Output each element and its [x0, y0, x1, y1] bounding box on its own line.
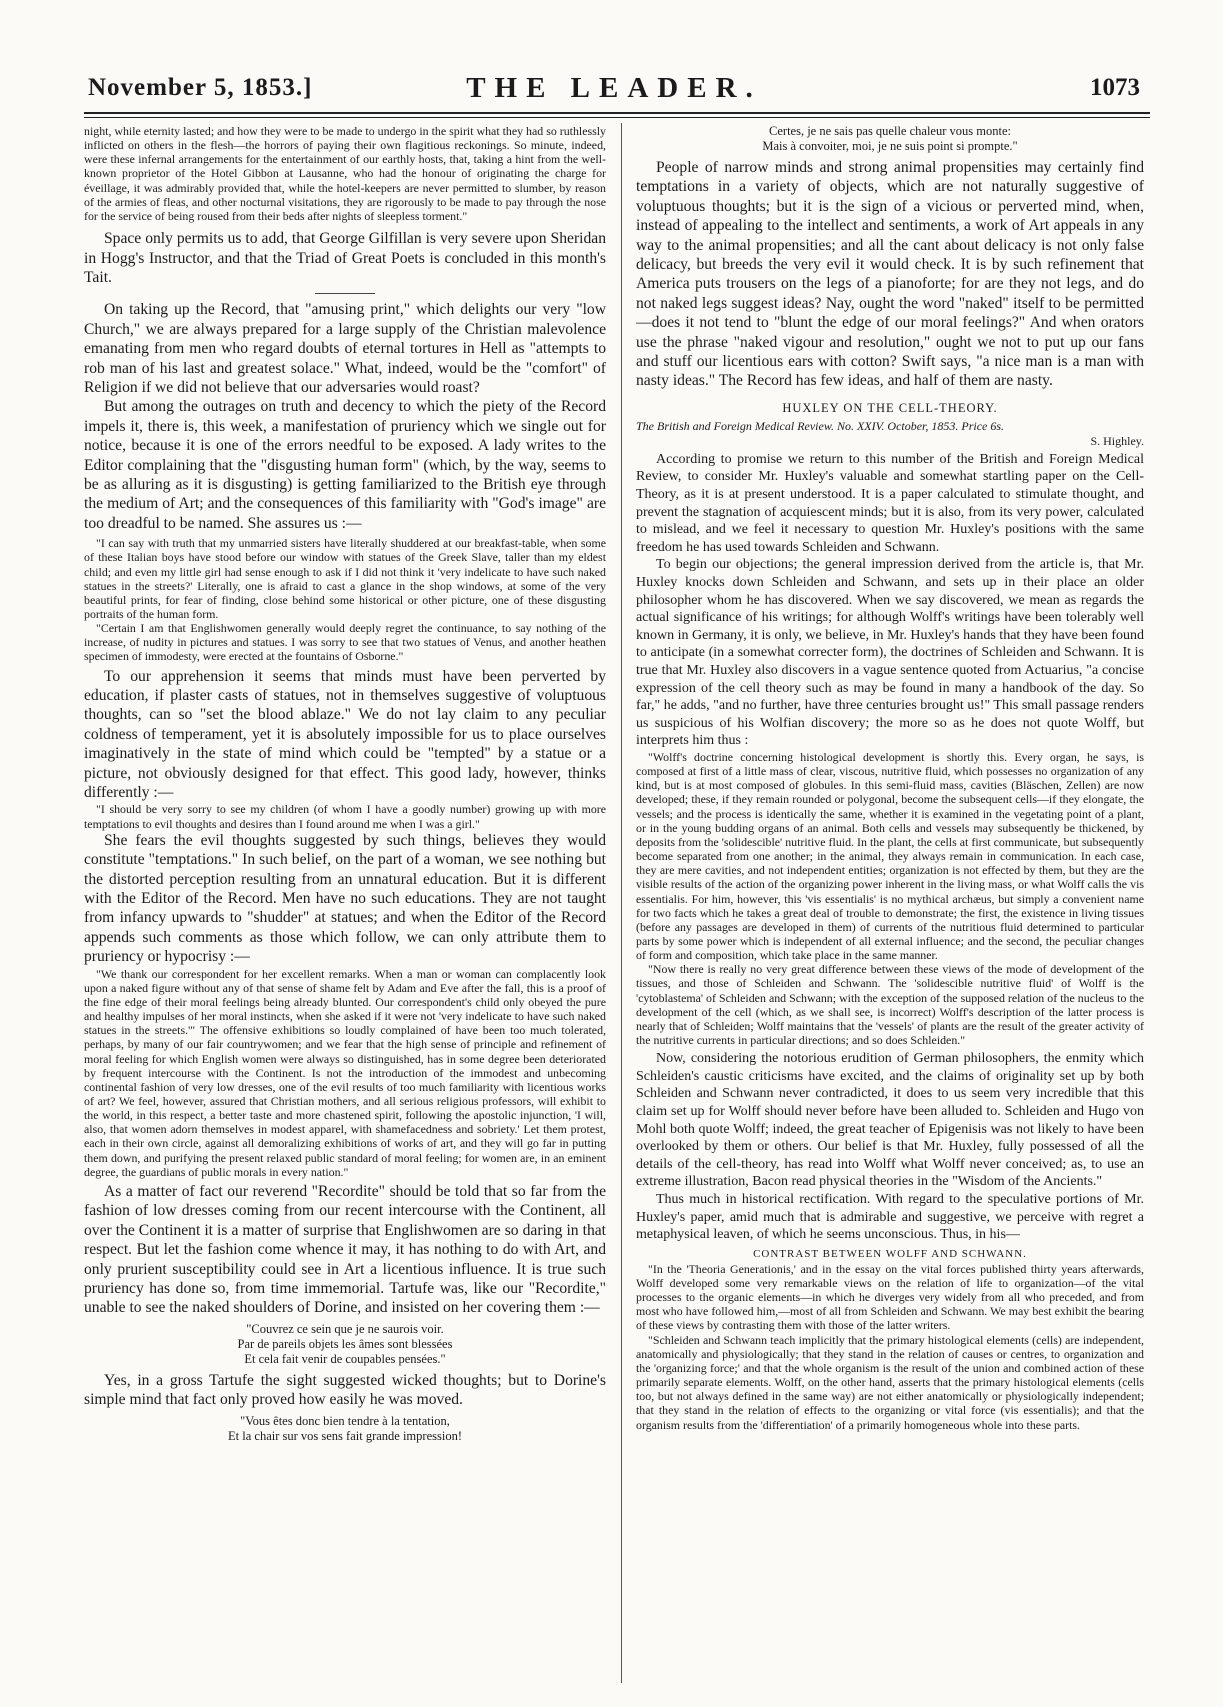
section-separator [315, 293, 375, 294]
block-quote: "We thank our correspondent for her excellent remarks. When a man or woman can complacently look upon a naked figure without any of that sense of shame felt by Adam and Eve after the fall, this is a proof of the fine edge of their moral feelings being already blunted. Our correspondent's child only obeyed the pure and healthy impulses of her moral instincts, when she asked if it were not 'very indelicate to have such naked statues in the streets.'" The offensive exhibitions so loudly complained of have been too much tolerated, perhaps, by many of our fair countrywomen; and we fear that the high sense of principle and refinement of moral feeling for which English women were always so distinguished, has in some degree been deteriorated by frequent intercourse with the Continent. Is not the introduction of the immodest and unbecoming continental fashion of very low dresses, one of the evil results of too much familiarity with licentious works of art? We feel, however, assured that Christian mothers, and all serious religious professors, will exhibit to the world, in this respect, a better taste and more chastened spirit, following the apostolic injunction, 'I will, also, that women adorn themselves in modest apparel, with shamefacedness and sobriety.' Let them protest, each in their own circle, against all demoralizing exhibitions of works of art, and they will go far in putting them down, and purifying the present relaxed public standard of moral feeling; for women are, in an eminent degree, the guardians of public morals in every nation." [84, 966, 606, 1179]
section-subheading: CONTRAST BETWEEN WOLFF AND SCHWANN. [753, 1247, 1027, 1260]
verse-line: "Couvrez ce sein que je ne saurois voir. [246, 1321, 444, 1336]
verse-line: Et cela fait venir de coupables pensées." [244, 1351, 446, 1366]
block-quote: "Schleiden and Schwann teach implicitly that the primary histological elements (cells) are independent, anatomically and physiologically; that they stand in the relation of causes or centres, to organization and the 'organizing force;' and that the whole organism is the result of the union and combined action of these primarily separate elements. Wolff, on the other hand, asserts that the primary histological elements (cells too, but not always defined in the same way) are not either anatomically or physiologically independent; that they stand in the relation of effects to the organizing or vital force (vis essentialis); and that the organism results from the 'differentiation' of a primarily homogeneous whole into these parts. [636, 1332, 1144, 1432]
verse-quote [84, 1414, 606, 1444]
paragraph: Now, considering the notorious erudition of German philosophers, the enmity which Schleiden's caustic criticisms have excited, and the claims of originality set up by both Schleiden and Schwann never contradicted, it does to us seem very incredible that this claim set up for Wolff should never before have been alluded to. Schleiden and Hugo von Mohl both quote Wolff; indeed, the great teacher of Epigenisis was not likely to have been overlooked by them or others. Our belief is that Mr. Huxley, fully possessed of all the details of the cell-theory, has read into Wolff what Wolff never conceived; as, to use an extreme illustration, Bacon read physical theories in the "Wisdom of the Ancients." [636, 1051, 1144, 1190]
paragraph: To our apprehension it seems that minds must have been perverted by education, if plaster casts of statues, not in themselves suggestive of voluptuous thoughts, can so "set the blood ablaze." We do not lay claim to any peculiar coldness of temperament, yet it is absolutely impossible for us to place ourselves imaginatively in the state of mind which could be "tempted" by a statue or a picture, not obviously designed for that effect. This good lady, however, thinks differently :— [84, 667, 606, 802]
block-quote: "I can say with truth that my unmarried sisters have literally shuddered at our breakfast-table, when some of these Italian boys have stood before our window with statues of the Greek Slave, taller than my eldest child; and even my little girl had sense enough to ask if I did not think it 'very indelicate to have such naked statues in the streets?' Literally, one is afraid to cast a glance in the shop windows, at some of the very beautiful prints, for fear of finding, close behind some historical or other picture, one of these disgusting portraits of the human form. [84, 536, 606, 621]
paragraph: Space only permits us to add, that George Gilfillan is very severe upon Sheridan in Hogg's Instructor, and that the Triad of Great Poets is concluded in this month's Tait. [84, 230, 606, 286]
paragraph: People of narrow minds and strong animal propensities may certainly find temptations in a variety of objects, which are not naturally suggestive of voluptuous thoughts; but it is the sign of a vicious or perverted mind, when, instead of appealing to the intellect and sentiments, a work of Art appeals in any way to the animal propensities; and all the cant about delicacy is not only false delicacy, but breeds the very evil it would check. It is by such refinement that America puts trousers on the legs of a pianoforte; for are they not legs, and do not naked legs suggest ideas? Nay, ought the word "naked" itself to be permitted—does it not tend to "blunt the edge of our moral feelings?" And when orators use the phrase "naked vigour and resolution," ought we not to put up our fans and stuff our licentious ears with cotton? Swift says, "a nice man is a man with nasty ideas." The Record has few ideas, and half of them are nasty. [636, 159, 1144, 390]
paragraph: To begin our objections; the general impression derived from the article is, that Mr. Huxley knocks down Schleiden and Schwann, and sets up in their place an older philosopher whom he has discovered. When we say discovered, we mean as regards the actual significance of his writings; for although Wolff's writings have been tolerably well known in Germany, it is only, we believe, in Mr. Huxley's hands that they have been found to anticipate (in a somewhat correcter form), the doctrines of Schleiden and Schwann. It is true that Mr. Huxley also discovers in a vague sentence quoted from Actuarius, "a concise expression of the cell theory such as may be found in many a handbook of the day. So far," he adds, "and no further, have three centuries brought us!" This small passage renders us suspicious of his Wolfian discovery; the more so as he does not quote Wolff, but interprets him thus : [636, 557, 1144, 749]
paragraph: Yes, in a gross Tartufe the sight suggested wicked thoughts; but to Dorine's simple mind that fact only proved how easily he was moved. [84, 1371, 606, 1409]
page-number: 1073 [1090, 74, 1140, 101]
block-quote: "Wolff's doctrine concerning histological development is shortly this. Every organ, he says, is composed at first of a little mass of clear, viscous, nutritive fluid, which possesses no organization of any kind, but is at most composed of globules. In this semi-fluid mass, cavities (Bläschen, Zellen) are now developed; these, if they remain rounded or polygonal, become the subsequent cells—if they elongate, the vessels; and the process is identically the same, whether it is examined in the vegetating point of a plant, or in the young budding organs of an animal. Both cells and vessels may subsequently be thickened, by deposits from the 'solidescible' nutritive fluid. In the plant, the cells at first communicate, but subsequently become separated from one another; in the animal, they always remain in communication. In each case, they are mere cavities, and not independent entities; organization is not effected by them, but they are the visible results of the action of the organizing power inherent in the living mass, or what Wolff calls the vis essentialis. For him, however, this 'vis essentialis' is no mythical archæus, but simply a convenient name for two facts which he takes a great deal of trouble to demonstrate; the first, the existence in living tissues (before any passages are developed in them) of currents of the nutritious fluid determined to particular parts by some power which is independent of all external influence; and the second, the peculiar changes of form and composition, which take place in the same manner. [636, 749, 1144, 963]
verse-quote [636, 124, 1144, 154]
block-quote: "Certain I am that Englishwomen generally would deeply regret the continuance, to say nothing of the increase, of nudity in pictures and statues. I was sorry to see that two statues of Venus, and another heathen specimen of immodesty, were erected at the fountains of Osborne." [84, 621, 606, 664]
verse-line: Par de pareils objets les âmes sont blessées [237, 1336, 453, 1351]
verse-line: Certes, je ne sais pas quelle chaleur vous monte: [769, 124, 1011, 138]
paragraph: She fears the evil thoughts suggested by such things, believes they would constitute "temptations." In such belief, on the part of a woman, we see nothing but the distorted perception resulting from an unnatural education. But it is different with the Editor of the Record. Men have no such educations. They are not taught from infancy upwards to "shudder" at statues; and when the Editor of the Record appends such comments as those which follow, we can only attribute them to pruriency or hypocrisy :— [84, 831, 606, 966]
verse-line: "Vous êtes donc bien tendre à la tentation, [240, 1413, 450, 1428]
newspaper-title: THE LEADER. [466, 72, 762, 104]
verse-line: Et la chair sur vos sens fait grande impression! [228, 1428, 462, 1443]
paragraph: Thus much in historical rectification. With regard to the speculative portions of Mr. Huxley's paper, amid much that is admirable and suggestive, we perceive with regret a metaphysical leaven, of which he seems unconscious. Thus, in his— [636, 1192, 1144, 1243]
paragraph: night, while eternity lasted; and how they were to be made to undergo in the spirit what they had so ruthlessly inflicted on others in the flesh—the horrors of paying their own flagitious reckonings. So minute, indeed, were these infernal arrangements for the entertainment of our earthly hosts, that, taking a hint from the well-known proprietor of the Hotel Gibbon at Lausanne, who had the honour of originating the charge for éveillage, it was admirably provided that, while the hotel-keepers are never permitted to slumber, by reason of the armies of fleas, and other nocturnal visitations, they are rigorously to be made to pay through the nose for the service of being roused from their beds after nights of sleepless torment." [84, 124, 606, 223]
verse-quote [84, 1322, 606, 1367]
block-quote: "In the 'Theoria Generationis,' and in the essay on the vital forces published thirty years afterwards, Wolff developed some very remarkable views on the relation of life to organization—of the vital processes to the organic elements—in which he diverges very widely from all who preceded, and from most who have followed him,—most of all from Schleiden and Schwann. We may best exhibit the bearing of these views by contrasting them with those of the latter writers. [636, 1261, 1144, 1333]
paragraph: But among the outrages on truth and decency to which the piety of the Record impels it, there is, this week, a manifestation of pruriency which we single out for notice, because it is one of the errors needful to be exposed. A lady writes to the Editor complaining that the "disgusting human form" (which, by the way, seems to be as alluring as it is disgusting) is getting familiarized to the British eye through the medium of Art; and the consequences of this familiarity with "God's image" are too dreadful to be named. She assures us :— [84, 398, 606, 532]
header-rule [84, 112, 1150, 114]
issue-date: November 5, 1853.] [88, 74, 313, 101]
right-column [636, 124, 1144, 1694]
block-quote: "I should be very sorry to see my children (of whom I have a goodly number) growing up with more temptations to evil thoughts and desires than I found around me when I was a girl." [84, 802, 606, 831]
paragraph: According to promise we return to this number of the British and Foreign Medical Review, to consider Mr. Huxley's valuable and somewhat startling paper on the Cell-Theory, as it is at present understood. It is a paper calculated to stimulate thought, and prevent the stagnation of acquiescent minds; but it is also, from its very power, calculated to mislead, and we feel it necessary to question Mr. Huxley's positions with the same freedom he has used towards Schleiden and Schwann. [636, 451, 1144, 555]
paragraph: As a matter of fact our reverend "Recordite" should be told that so far from the fashion of low dresses coming from our recent intercourse with the Continent, all over the Continent it is a matter of surprise that Englishwomen are so daring in that respect. But let the fashion come whence it may, it has nothing to do with Art, and only prurient susceptibility could see in Art a licentious influence. It is true such pruriency has done so, from time immemorial. Tartufe was, like our "Recordite," unable to see the naked shoulders of Dorine, and insisted on her covering them :— [84, 1182, 606, 1317]
column-divider [621, 123, 622, 1683]
article-heading: HUXLEY ON THE CELL-THEORY. [782, 400, 998, 415]
left-column [84, 124, 606, 1694]
review-citation: The British and Foreign Medical Review. No. XXIV. October, 1853. Price 6s. [636, 418, 1005, 433]
paragraph: On taking up the Record, that "amusing print," which delights our very "low Church," we are always prepared for a large supply of the Christian malevolence emanating from men who regard doubts of eternal tortures in Hell as "attempts to rob man of his last and greatest solace." What, indeed, would be the "comfort" of Religion if we did not believe that our adversaries would roast? [84, 301, 606, 396]
block-quote: "Now there is really no very great difference between these views of the mode of development of the tissues, and those of Schleiden and Schwann. The 'solidescible nutritive fluid' of Wolff is the 'cytoblastema' of Schleiden and Schwann; with the exception of the supposed relation of the nucleus to the development of the cell (which, as we shall see, is incorrect) Wolff's description of the latter process is nearly that of Schleiden; Wolff maintains that the 'vessels' of plants are the result of the greater activity of the nutritive currents in particular directions; and so does Schleiden." [636, 962, 1144, 1048]
verse-line: Mais à convoiter, moi, je ne suis point si prompte." [762, 139, 1018, 153]
header-rule-thin [84, 117, 1150, 118]
masthead [88, 74, 1140, 106]
publisher: S. Highley. [1090, 433, 1144, 448]
